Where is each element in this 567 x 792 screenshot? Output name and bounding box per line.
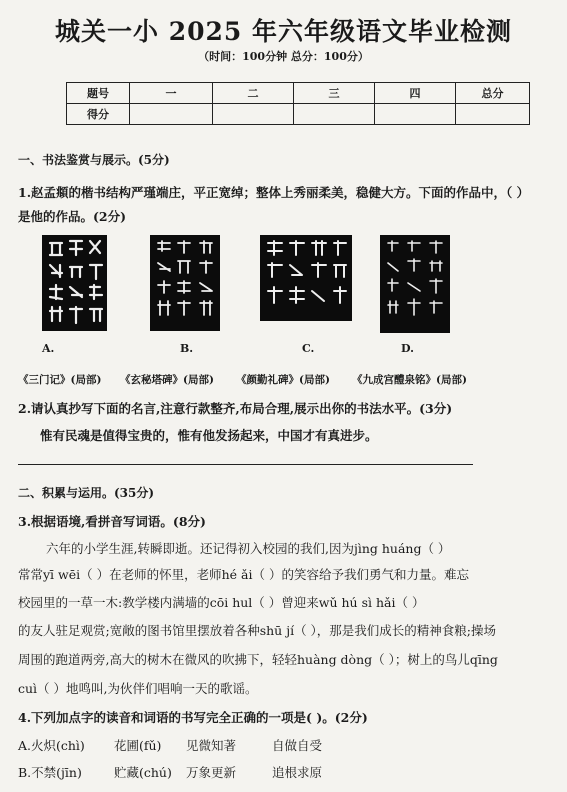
calligraphy-b-strokes (150, 235, 220, 331)
passage-line: 校园里的一草一木:教学楼内满墙的cōi hul（ ）曾迎来wǔ hú sì hǎi（ ） (18, 595, 425, 610)
option-cell: 见微知著 (186, 738, 237, 753)
option-d-label: D. (401, 342, 414, 355)
section-heading: 一、书法鉴赏与展示。(5分) (18, 153, 170, 167)
exam-title: 城关一小 2025 年六年级语文毕业检测 (55, 17, 512, 46)
quote-text: 惟有民魂是值得宝贵的，惟有他发扬起来，中国才有真进步。 (40, 428, 378, 443)
option-cell: B.不禁(jīn) (18, 765, 82, 780)
passage-line: 六年的小学生涯,转瞬即逝。还记得初入校园的我们,因为jìng huáng（ ） (46, 541, 451, 556)
question-1-text-cont: 是他的作品。(2分) (18, 209, 127, 224)
writing-line[interactable] (18, 464, 473, 465)
calligraphy-d-strokes (380, 235, 450, 333)
calligraphy-a-strokes (42, 235, 107, 331)
work-title-d: 《九成宫醴泉铭》(局部) (352, 374, 467, 386)
score-cell[interactable] (375, 104, 456, 125)
passage-line: cuì（ ）地鸣叫,为伙伴们唱响一天的歌谣。 (18, 681, 258, 696)
question-1-text: 1.赵孟頫的楷书结构严瑾端庄，平正宽绰；整体上秀丽柔美，稳健大方。下面的作品中，（ ） (18, 185, 530, 200)
section-heading: 二、积累与运用。(35分) (18, 486, 155, 500)
score-cell[interactable] (213, 104, 294, 125)
passage-line: 常常yī wēi（ ）在老师的怀里，老师hé ǎi（ ）的笑容给予我们勇气和力量。难忘 (18, 567, 469, 582)
score-table (66, 82, 530, 125)
score-header-cell: 题号 (67, 83, 130, 104)
work-title-b: 《玄秘塔碑》(局部) (120, 374, 214, 386)
score-row-label: 得分 (67, 104, 130, 125)
question-3-title: 3.根据语境,看拼音写词语。(8分) (18, 514, 206, 529)
score-table-score-row (67, 104, 530, 125)
score-table-header-row (67, 83, 530, 104)
work-title-c: 《颜勤礼碑》(局部) (236, 374, 330, 386)
passage-line: 周围的跑道两旁,高大的树木在微风的吹拂下，轻轻huàng dòng（ ）；树上的鸟儿qīng (18, 652, 498, 667)
passage-line: 的友人驻足观赏;宽敞的图书馆里摆放着各种shū jí（ ），那是我们成长的精神食粮;操场 (18, 623, 497, 638)
option-cell: A.火炽(chì) (18, 738, 85, 753)
option-cell: 自做自受 (272, 738, 323, 753)
question-2-text: 2.请认真抄写下面的名言,注意行款整齐,布局合理,展示出你的书法水平。(3分) (18, 401, 453, 416)
option-cell: 追根求原 (272, 765, 323, 780)
score-header-cell: 总分 (456, 83, 530, 104)
score-header-cell: 一 (130, 83, 213, 104)
question-4-title: 4.下列加点字的读音和词语的书写完全正确的一项是( )。(2分) (18, 710, 368, 725)
option-cell: 贮藏(chú) (114, 765, 172, 780)
work-title-a: 《三门记》(局部) (18, 374, 102, 386)
calligraphy-c-strokes (260, 235, 352, 321)
option-cell: 花圃(fǔ) (114, 738, 162, 753)
score-cell[interactable] (130, 104, 213, 125)
score-cell[interactable] (294, 104, 375, 125)
option-b-label: B. (180, 342, 194, 355)
option-a-label: A. (42, 342, 55, 355)
score-header-cell: 三 (294, 83, 375, 104)
calligraphy-image-d (380, 235, 450, 333)
option-cell: 万象更新 (186, 765, 237, 780)
score-cell[interactable] (456, 104, 530, 125)
calligraphy-image-b (150, 235, 220, 331)
calligraphy-image-c (260, 235, 352, 321)
exam-subtitle: （时间：100分钟 总分：100分） (198, 50, 369, 63)
calligraphy-image-a (42, 235, 107, 331)
score-header-cell: 四 (375, 83, 456, 104)
score-header-cell: 二 (213, 83, 294, 104)
option-c-label: C. (302, 342, 315, 355)
